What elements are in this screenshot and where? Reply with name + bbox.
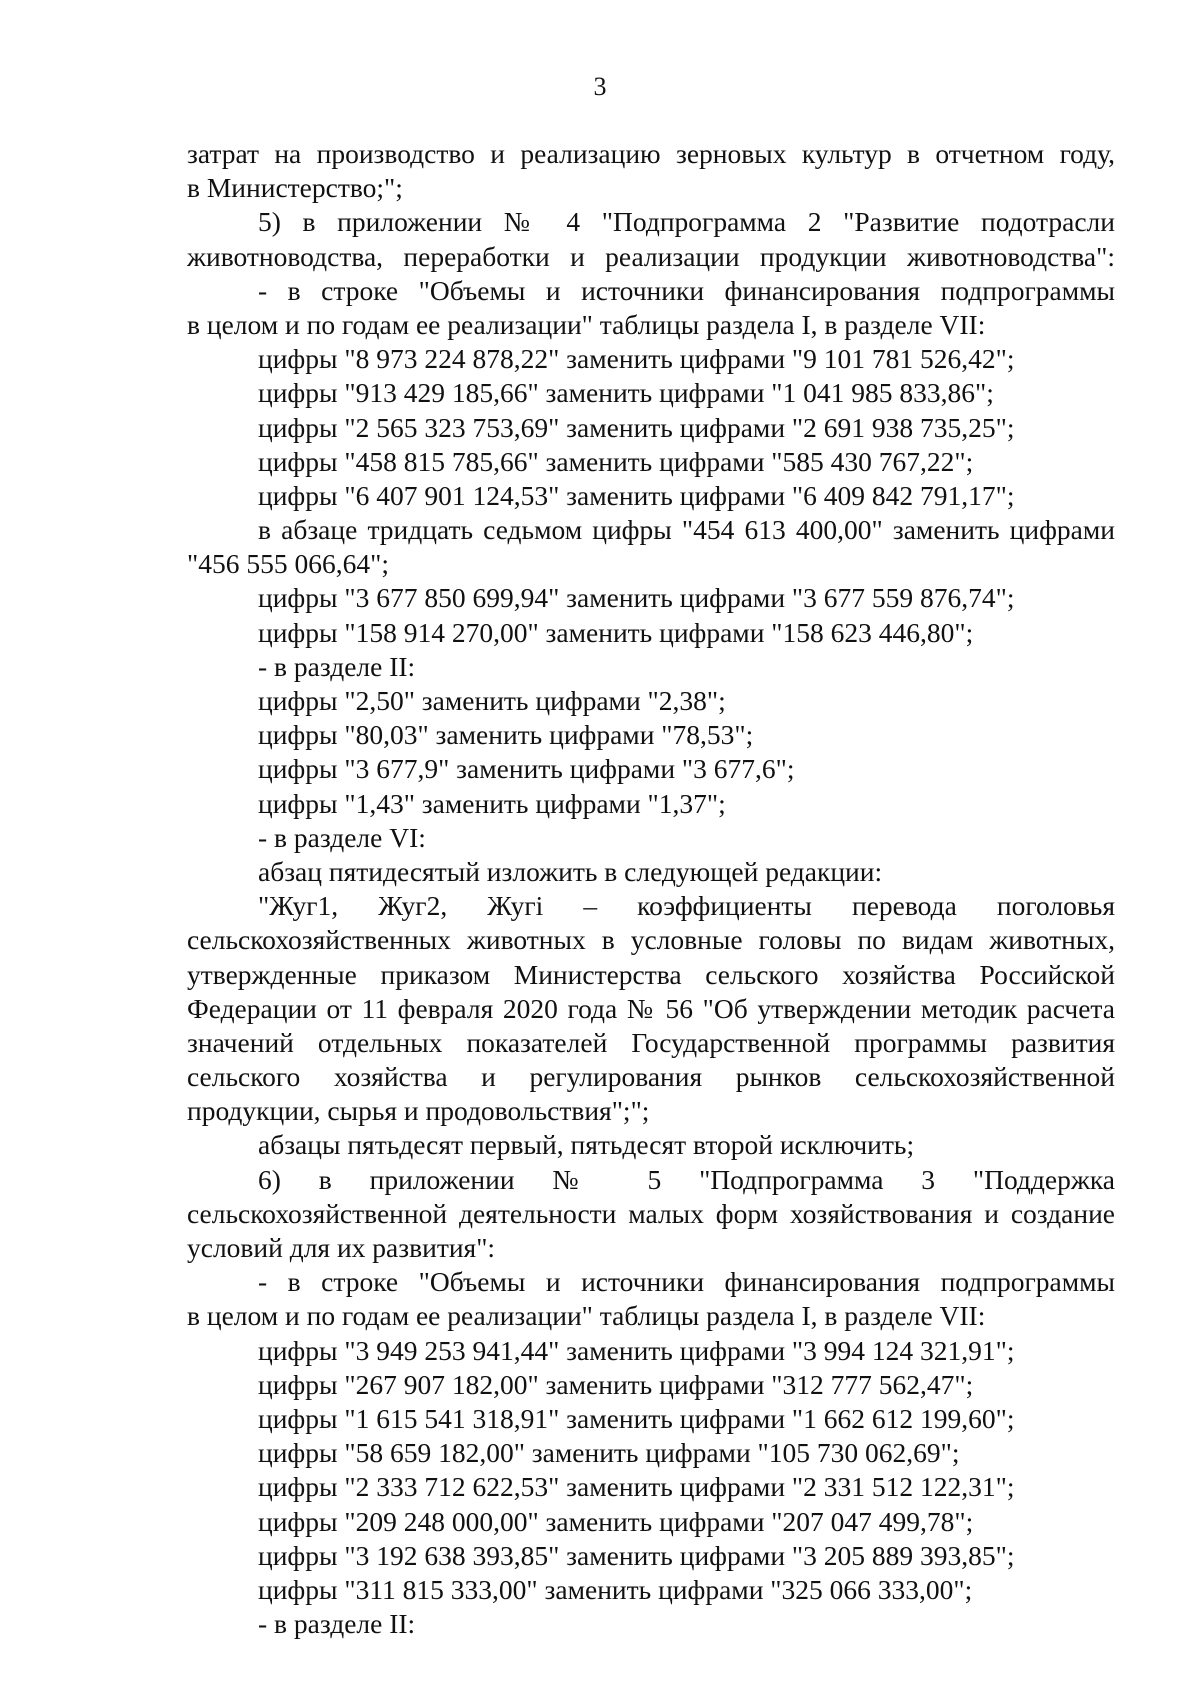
text-line: цифры "3 677,9" заменить цифрами "3 677,6"; xyxy=(258,753,795,785)
text-line: сельского хозяйства и регулирования рынков сельскохозяйственной xyxy=(187,1061,1115,1093)
text-line: - в разделе VI: xyxy=(258,821,426,853)
text-line: сельскохозяйственных животных в условные головы по видам животных, xyxy=(187,924,1115,956)
text-line: значений отдельных показателей Государственной программы развития xyxy=(187,1026,1115,1058)
text-line: цифры "2,50" заменить цифрами "2,38"; xyxy=(258,685,726,716)
text-line: - в строке "Объемы и источники финансирования подпрограммы xyxy=(258,274,1115,306)
text-line: цифры "1 615 541 318,91" заменить цифрами "1 662 612 199,60"; xyxy=(258,1402,1015,1434)
text-line: цифры "913 429 185,66" заменить цифрами "1 041 985 833,86"; xyxy=(258,377,994,409)
text-line: "Жуг1, Жуг2, Жугi – коэффициенты перевода поголовья xyxy=(258,890,1115,922)
text-line: в целом и по годам ее реализации" таблицы раздела I, в разделе VII: xyxy=(187,308,986,340)
text-line: цифры "267 907 182,00" заменить цифрами "312 777 562,47"; xyxy=(258,1368,974,1400)
text-line: "456 555 066,64"; xyxy=(187,548,389,580)
text-line: - в разделе II: xyxy=(258,1608,416,1640)
text-line: - в разделе II: xyxy=(258,650,416,682)
text-line: цифры "80,03" заменить цифрами "78,53"; xyxy=(258,719,754,751)
text-line: абзацы пятьдесят первый, пятьдесят второй исключить; xyxy=(258,1129,915,1161)
text-line: абзац пятидесятый изложить в следующей редакции: xyxy=(258,855,883,887)
text-line: цифры "158 914 270,00" заменить цифрами "158 623 446,80"; xyxy=(258,616,974,648)
text-line: цифры "58 659 182,00" заменить цифрами "105 730 062,69"; xyxy=(258,1437,960,1469)
text-line: цифры "6 407 901 124,53" заменить цифрами "6 409 842 791,17"; xyxy=(258,479,1015,511)
text-line: условий для их развития": xyxy=(187,1232,496,1263)
text-line: продукции, сырья и продовольствия";"; xyxy=(187,1095,650,1127)
text-line: 6) в приложении № 5 "Подпрограмма 3 "Поддержка xyxy=(258,1163,1115,1195)
page-number: 3 xyxy=(593,72,607,101)
text-line: цифры "3 192 638 393,85" заменить цифрами "3 205 889 393,85"; xyxy=(258,1539,1015,1571)
text-line: в абзаце тридцать седьмом цифры "454 613 400,00" заменить цифрами xyxy=(258,514,1115,546)
text-line: цифры "458 815 785,66" заменить цифрами "585 430 767,22"; xyxy=(258,445,974,477)
text-line: цифры "2 565 323 753,69" заменить цифрами "2 691 938 735,25"; xyxy=(258,411,1015,443)
text-line: утвержденные приказом Министерства сельского хозяйства Российской xyxy=(187,958,1115,990)
text-line: Федерации от 11 февраля 2020 года № 56 "Об утверждении методик расчета xyxy=(187,992,1115,1024)
text-line: в Министерство;"; xyxy=(187,172,403,204)
text-line: цифры "1,43" заменить цифрами "1,37"; xyxy=(258,787,726,819)
text-line: затрат на производство и реализацию зерновых культур в отчетном году, xyxy=(187,138,1115,169)
text-line: сельскохозяйственной деятельности малых форм хозяйствования и создание xyxy=(187,1197,1115,1229)
text-line: животноводства, переработки и реализации продукции животноводства": xyxy=(187,240,1115,272)
text-line: - в строке "Объемы и источники финансирования подпрограммы xyxy=(258,1266,1115,1298)
text-line: цифры "8 973 224 878,22" заменить цифрами "9 101 781 526,42"; xyxy=(258,343,1015,375)
text-line: цифры "2 333 712 622,53" заменить цифрами "2 331 512 122,31"; xyxy=(258,1471,1015,1503)
text-line: в целом и по годам ее реализации" таблицы раздела I, в разделе VII: xyxy=(187,1300,986,1332)
text-line: цифры "3 949 253 941,44" заменить цифрами "3 994 124 321,91"; xyxy=(258,1334,1015,1366)
text-line: цифры "3 677 850 699,94" заменить цифрами "3 677 559 876,74"; xyxy=(258,582,1015,614)
text-line: цифры "311 815 333,00" заменить цифрами "325 066 333,00"; xyxy=(258,1573,973,1605)
text-line: цифры "209 248 000,00" заменить цифрами "207 047 499,78"; xyxy=(258,1505,974,1537)
text-line: 5) в приложении № 4 "Подпрограмма 2 "Развитие подотрасли xyxy=(258,206,1115,238)
document-body xyxy=(187,137,1115,1641)
